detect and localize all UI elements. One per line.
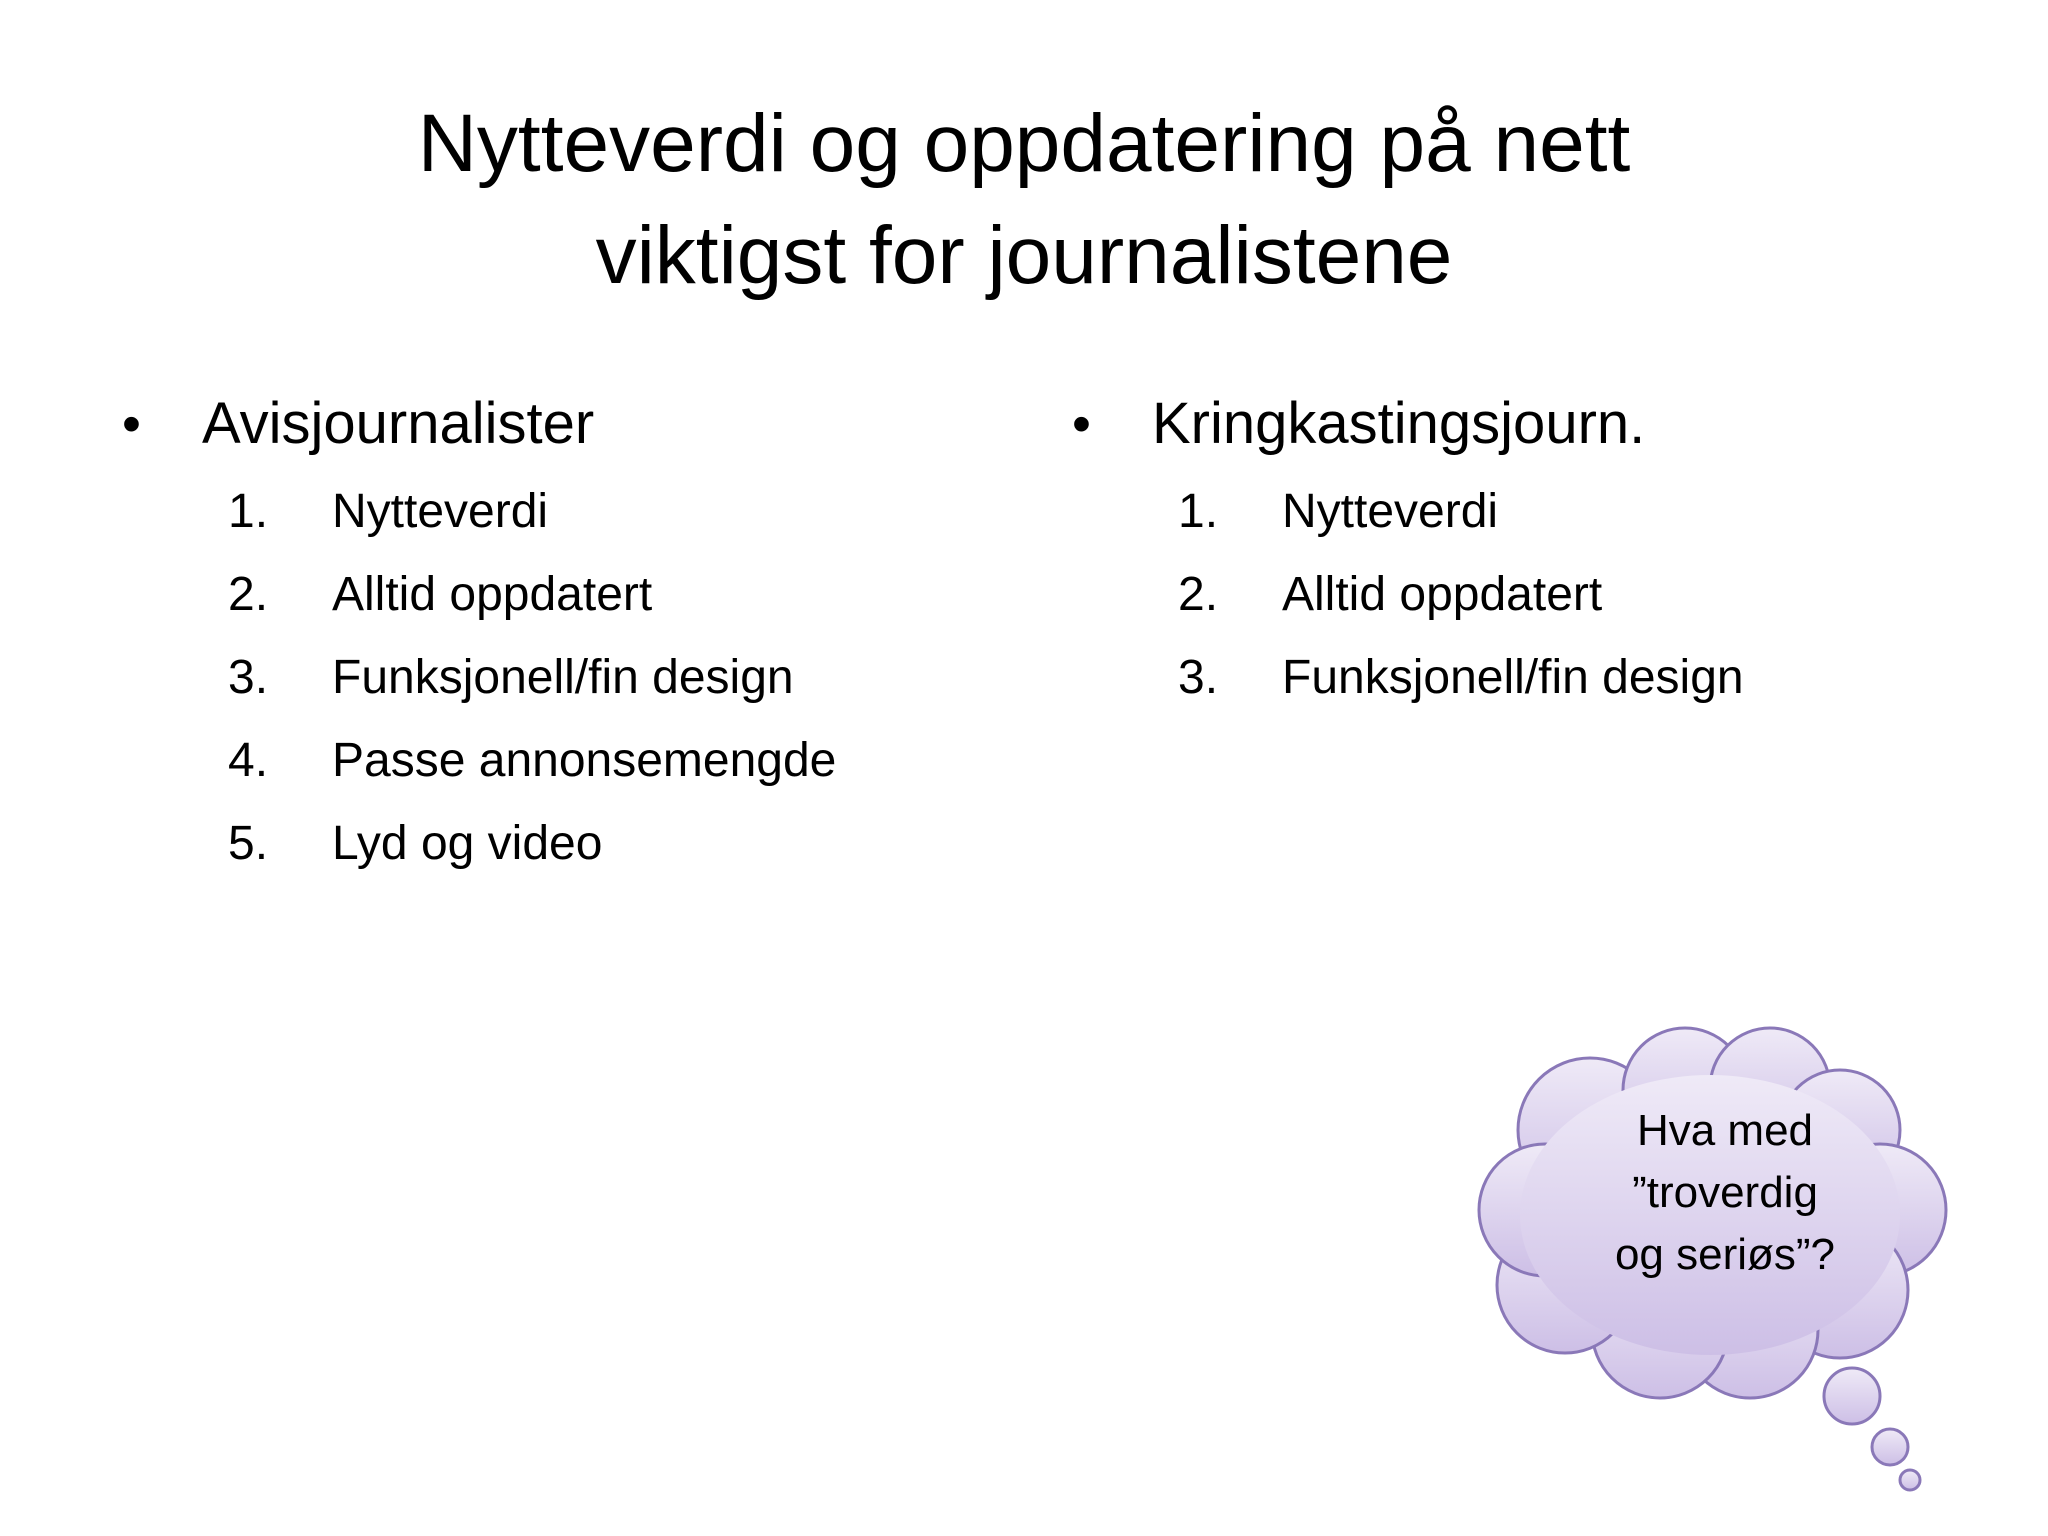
list-item [122,802,1022,885]
list-item [1072,636,1972,719]
list-item [1072,553,1972,636]
list-number: 2. [1178,568,1219,621]
thought-bubble-line-1: Hva med [1636,1106,1814,1155]
list-item-text: Passe annonsemengde [332,734,837,787]
column-avisjournalister [122,378,1022,885]
bullet-heading [1072,378,1972,470]
list-item [122,719,1022,802]
slide-title [0,88,2048,312]
bullet-heading-text: Kringkastingsjourn. [1152,391,1646,456]
list-item [122,553,1022,636]
list-item-text: Funksjonell/fin design [1282,651,1744,704]
thought-bubble [1470,1020,1970,1500]
bullet-heading [122,378,1022,470]
list-number: 5. [228,817,269,870]
slide-title-line-1: Nytteverdi og oppdatering på nett [417,98,1631,189]
bullet-dot: • [1072,394,1091,454]
list-item-text: Nytteverdi [332,485,549,538]
list-item [122,636,1022,719]
list-number: 1. [1178,485,1219,538]
list-item [122,470,1022,553]
bullet-dot: • [122,394,141,454]
list-item [1072,470,1972,553]
numbered-list [1072,470,1972,719]
list-item-text: Lyd og video [332,817,603,870]
list-number: 3. [228,651,269,704]
slide-title-line-2: viktigst for journalistene [595,210,1453,301]
list-item-text: Alltid oppdatert [332,568,653,621]
list-item-text: Alltid oppdatert [1282,568,1603,621]
list-number: 1. [228,485,269,538]
numbered-list [122,470,1022,885]
thought-bubble-line-2: ”troverdig [1632,1168,1818,1217]
thought-bubble-text [1560,1100,1890,1286]
list-number: 3. [1178,651,1219,704]
list-item-text: Funksjonell/fin design [332,651,794,704]
bullet-heading-text: Avisjournalister [202,391,595,456]
list-number: 4. [228,734,269,787]
thought-bubble-line-3: og seriøs”? [1614,1230,1836,1279]
column-kringkastingsjourn [1072,378,1972,719]
list-number: 2. [228,568,269,621]
list-item-text: Nytteverdi [1282,485,1499,538]
